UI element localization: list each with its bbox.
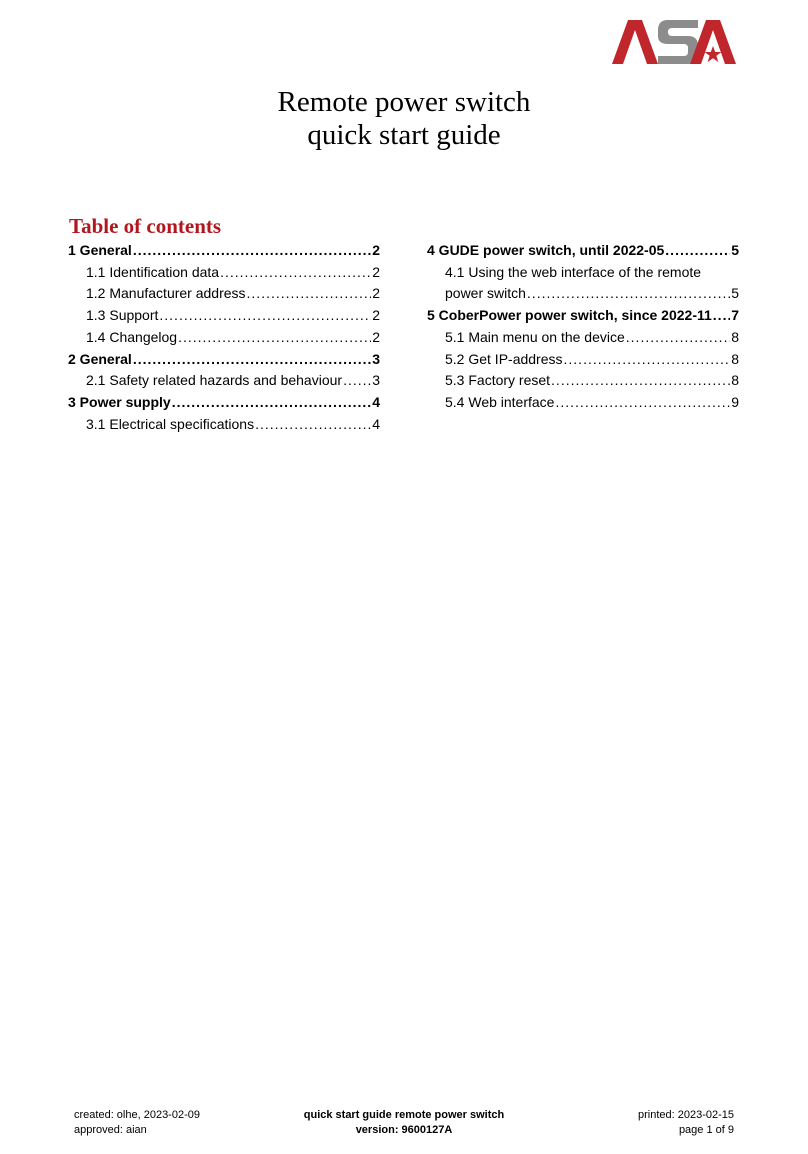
toc-leader: [133, 349, 371, 371]
toc-entry-page: 2: [372, 307, 380, 324]
toc-entry-label: 1.3 Support: [86, 307, 159, 324]
toc-entry-line-2: [445, 283, 739, 305]
toc-leader: [255, 414, 371, 436]
toc-entry-label: 2.1 Safety related hazards and behaviour: [86, 372, 343, 389]
toc-entry-page: 2: [372, 263, 380, 280]
toc-leader: [343, 370, 371, 392]
toc-entry-page: 5: [731, 285, 739, 302]
toc-entry[interactable]: [427, 305, 739, 327]
asa-logo-graphic: [610, 16, 736, 66]
toc-entry-page: 2: [372, 242, 380, 258]
toc-leader: [551, 370, 730, 392]
toc-entry-label: 3.1 Electrical specifications: [86, 415, 255, 432]
toc-leader: [527, 283, 730, 305]
toc-leader: [220, 262, 371, 284]
toc-heading: Table of contents: [69, 214, 222, 238]
asa-logo: [610, 16, 736, 66]
title-line-1: Remote power switch: [277, 86, 531, 118]
toc-entry-page: 9: [731, 393, 739, 410]
toc-entry-label: 5.4 Web interface: [445, 393, 555, 410]
toc-entry-page: 2: [372, 328, 380, 345]
toc-leader: [713, 305, 730, 327]
toc-entry-page: 3: [372, 372, 380, 389]
document-title: [0, 86, 808, 152]
footer-approved: approved: aian: [74, 1124, 147, 1136]
toc-leader: [564, 349, 731, 371]
toc-leader: [247, 283, 372, 305]
toc-entry[interactable]: [68, 327, 380, 349]
footer-right: [638, 1108, 734, 1138]
toc-leader: [178, 327, 371, 349]
toc-entry[interactable]: [68, 392, 380, 414]
toc-entry[interactable]: [427, 370, 739, 392]
toc-entry-label: 5.2 Get IP-address: [445, 350, 563, 367]
toc-entry-page: 7: [731, 307, 739, 324]
toc-entry-label: 5.1 Main menu on the device: [445, 328, 625, 345]
toc-right-column: [427, 240, 739, 414]
toc-entry[interactable]: [68, 370, 380, 392]
footer-center: [74, 1108, 734, 1138]
toc-leader: [555, 392, 730, 414]
toc-entry[interactable]: [68, 240, 380, 262]
footer-version: version: 9600127A: [355, 1124, 453, 1136]
toc-left-column: [68, 240, 380, 435]
toc-leader: [172, 392, 372, 414]
toc-entry-label-line-1: 4.1 Using the web interface of the remote: [445, 263, 702, 280]
toc-leader: [626, 327, 730, 349]
toc-entry-page: 8: [731, 350, 739, 367]
footer-doc-name: quick start guide remote power switch: [303, 1109, 505, 1121]
toc-entry-label: 5.3 Factory reset: [445, 372, 551, 389]
footer-page-number: page 1 of 9: [678, 1124, 734, 1136]
toc-entry[interactable]: [427, 349, 739, 371]
toc-leader: [133, 240, 371, 262]
toc-entry[interactable]: [68, 414, 380, 436]
toc-entry[interactable]: [68, 262, 380, 284]
toc-entry-label: 1.1 Identification data: [86, 263, 220, 280]
toc-leader: [159, 305, 371, 327]
toc-entry-page: 5: [731, 242, 739, 258]
toc-entry-label: 5 CoberPower power switch, since 2022-11: [427, 307, 712, 324]
toc-entry-page: 2: [372, 285, 380, 302]
toc-entry-label: 2 General: [68, 350, 132, 367]
footer-created: created: olhe, 2023-02-09: [74, 1109, 200, 1121]
toc-leader: [665, 240, 730, 262]
toc-entry[interactable]: [427, 240, 739, 262]
toc-entry-page: 4: [372, 393, 380, 410]
toc-entry-label-line-2: power switch: [445, 285, 526, 302]
title-line-2: quick start guide: [307, 119, 501, 151]
toc-entry-label: 1.4 Changelog: [86, 328, 178, 345]
toc-entry[interactable]: [427, 392, 739, 414]
toc-entry-page: 3: [372, 350, 380, 367]
toc-entry-page: 4: [372, 415, 380, 432]
toc-entry-page: 8: [731, 372, 739, 389]
toc-entry[interactable]: [427, 327, 739, 349]
toc-entry-label: 1 General: [68, 242, 132, 258]
toc-entry[interactable]: [427, 262, 739, 305]
toc-entry-label: 1.2 Manufacturer address: [86, 285, 246, 302]
toc-entry[interactable]: [68, 305, 380, 327]
toc-entry-label: 3 Power supply: [68, 393, 171, 410]
toc-entry[interactable]: [68, 349, 380, 371]
footer-printed: printed: 2023-02-15: [637, 1109, 734, 1121]
toc-entry-label: 4 GUDE power switch, until 2022-05: [427, 242, 665, 258]
toc-entry-page: 8: [731, 328, 739, 345]
toc-entry[interactable]: [68, 283, 380, 305]
